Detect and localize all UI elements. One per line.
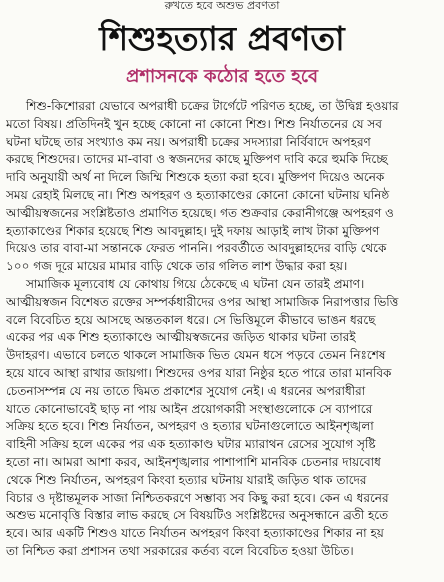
body-line: করছে শিশুদের। তাদের মা-বাবা ও স্বজনদের কাছে মুক্তিপণ দাবি করে হুমকি দিচ্ছে [6,152,388,167]
body-line: বিচার ও দৃষ্টান্তমূলক সাজা নিশ্চিতকরণে সম্ভাব্য সব কিছু করা হবে। কেন এ ধরনের [6,490,389,505]
body-line: হত্যাকাণ্ডের শিকার হয়েছে শিশু আবদুল্লাহ। দুই দফায় আড়াই লাখ টাকা মুক্তিপণ [6,223,380,238]
body-line: যাতে কোনোভাবেই ছাড় না পায় আইন প্রয়োগকারী সংস্থাগুলোকে সে ব্যাপারে [6,401,373,416]
body-line: দাবি অনুযায়ী অর্থ না দিলে জিম্মি শিশুকে হত্যা করা হবে। মুক্তিপণ দিয়েও অনেক [6,170,385,185]
body-line: থেকে শিশু নির্যাতন, অপহরণ কিংবা হত্যার ঘটনায় যারাই জড়িত থাক তাদের [6,472,367,487]
body-line: চেতনাসম্পন্ন যে নয় তাতে দ্বিমত প্রকাশের সুযোগ নেই। এ ধরনের অপরাধীরা [6,383,366,398]
body-line: বলে বিবেচিত হয়ে আসছে অন্ততকাল ধরে। সে ভিত্তিমূলে কীভাবে ভাঙন ধরছে [6,312,376,327]
body-line: মতো বিষয়। প্রতিদিনই খুন হচ্ছে কোনো না কোনো শিশু। শিশু নির্যাতনের যে সব [6,116,382,131]
headline: শিশুহত্যার প্রবণতা [99,19,345,58]
body-line: তা নিশ্চিত করা প্রশাসন তথা সরকারের কর্তব্য বলে বিবেচিত হওয়া উচিত। [6,543,354,558]
body-line: উদাহরণ। এভাবে চলতে থাকলে সামাজিক ভিত যেমন ধসে পড়বে তেমন নিঃশেষ [6,348,386,363]
body-line: অশুভ মনোবৃত্তি বিস্তার লাভ করছে সে বিষয়টিও সংশ্লিষ্টদের অনুসন্ধানে ব্রতী হতে [6,508,389,523]
body-line: বাহিনী সক্রিয় হলে একের পর এক হত্যাকাণ্ড ঘটার ম্যারাথন রেসের সুযোগ সৃষ্টি [6,437,376,452]
body-line: একের পর এক শিশু হত্যাকাণ্ডে আত্মীয়স্বজনের জড়িত থাকার ঘটনা তারই [6,330,356,345]
top-caption: রুখতে হবে অশুভ প্রবণতা [164,0,280,12]
body-line: হতো না। আমরা আশা করব, আইনশৃঙ্খলার পাশাপাশি মানবিক চেতনার দায়বোধ [6,454,381,469]
body-line: সক্রিয় হতে হবে। শিশু নির্যাতন, অপহরণ ও হত্যার ঘটনাগুলোতে আইনশৃঙ্খলা [6,419,374,434]
body-line: আত্মীয়স্বজনের সংশ্লিষ্টতাও প্রমাণিত হয়েছে। গত শুক্রবার কেরানীগঞ্জে অপহরণ ও [6,205,394,220]
article-body [6,98,438,578]
body-line: সামাজিক মূল্যবোধ যে কোথায় গিয়ে ঠেকেছে এ ঘটনা যেন তারই প্রমাণ। [26,276,365,291]
body-line: ঘটনা ঘটছে তার সংখ্যাও কম নয়। অপরাধী চক্রের সদস্যারা নির্বিবাদে অপহরণ [6,134,371,149]
body-line: আত্মীয়স্বজন বিশেষত রক্তের সম্পর্কধারীদের ওপর আস্থা সামাজিক নিরাপত্তার ভিত্তি [6,294,399,309]
body-line: ১০০ গজ দূরে মায়ের মামার বাড়ি থেকে তার গলিত লাশ উদ্ধার করা হয়। [6,259,348,274]
body-line: হয়ে যাবে আস্থা রাখার জায়গা। শিশুদের ওপর যারা নিষ্ঠুর হতে পারে তারা মানবিক [6,365,392,380]
subheadline: প্রশাসনকে কঠোর হতে হবে [125,66,319,87]
body-line: দিয়েও তার বাবা-মা সন্তানকে ফেরত পাননি। পরবর্তীতে আবদুল্লাহদের বাড়ি থেকে [6,241,387,256]
body-line: সময় রেহাই মিলছে না। শিশু অপহরণ ও হত্যাকাণ্ডের কোনো কোনো ঘটনায় ঘনিষ্ঠ [6,187,390,202]
body-line: হবে। আর একটি শিশুও যাতে নির্যাতন অপহরণ কিংবা হত্যাকাণ্ডের শিকার না হয় [6,526,384,541]
body-line: শিশু-কিশোররা যেভাবে অপরাধী চক্রের টার্গেটে পরিণত হচ্ছে, তা উদ্বিগ্ন হওয়ার [26,99,399,113]
